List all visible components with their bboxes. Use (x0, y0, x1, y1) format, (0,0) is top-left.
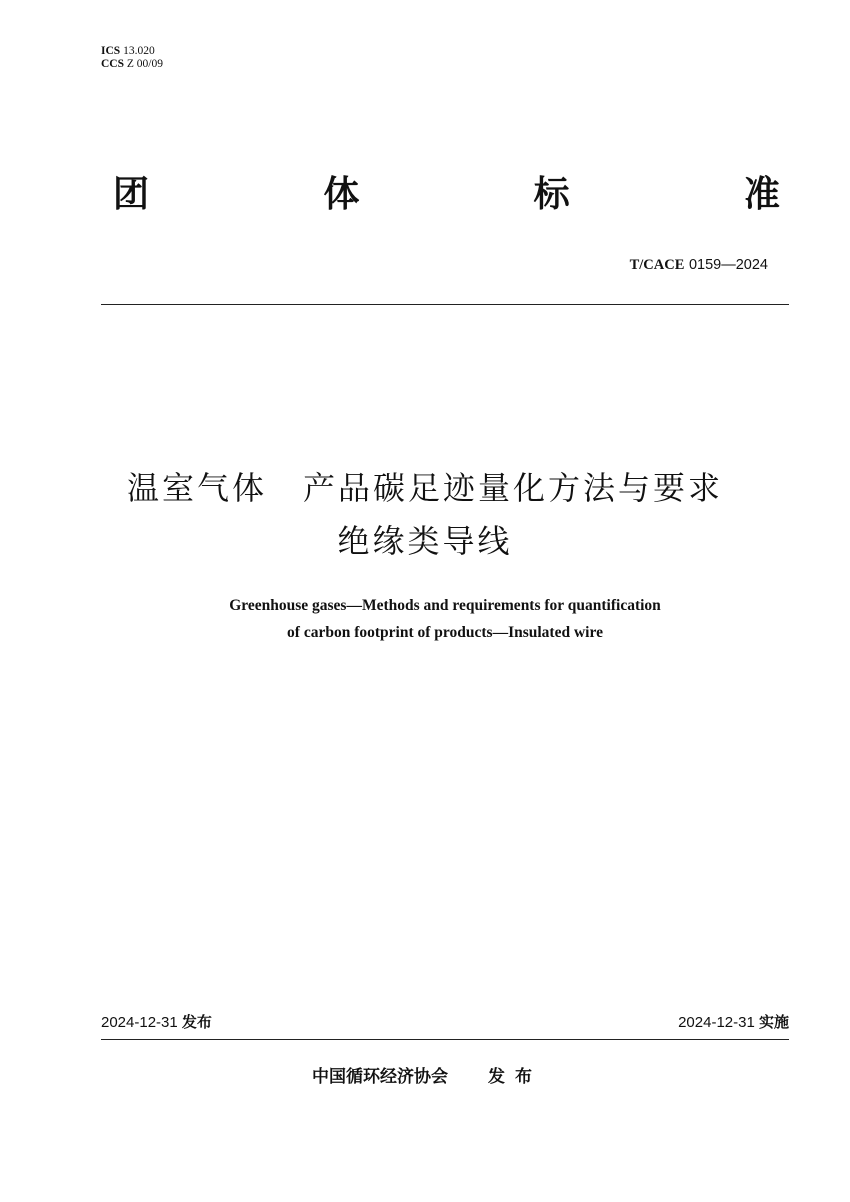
publisher-line (312, 1066, 542, 1088)
english-title-line-1: Greenhouse gases—Methods and requirements for quantification (229, 597, 661, 614)
standard-type-char: 体 (323, 174, 360, 215)
chinese-title-line-2: 绝缘类导线 (337, 522, 513, 560)
english-title-line-2: of carbon footprint of products—Insulated wire (287, 624, 603, 641)
standard-type-char: 准 (743, 174, 780, 215)
ics-code: ICS 13.020 (101, 45, 155, 57)
standard-number-prefix: T/CACE (629, 257, 685, 273)
chinese-title-topic: 温室气体 (126, 469, 267, 507)
publisher-organization: 中国循环经济协会 (312, 1067, 448, 1087)
chinese-title-subject: 产品碳足迹量化方法与要求 (303, 469, 724, 507)
publish-date-value: 2024-12-31 (101, 1014, 178, 1031)
publish-date (101, 1012, 212, 1033)
standard-type-char: 团 (113, 174, 150, 215)
top-divider (101, 304, 789, 305)
ccs-code: CCS Z 00/09 (101, 58, 163, 70)
publish-date-label: 发布 (181, 1013, 212, 1031)
implement-date-value: 2024-12-31 (678, 1014, 755, 1031)
standard-type-char: 标 (533, 174, 570, 215)
standard-number-code: 0159—2024 (688, 257, 768, 273)
standard-type-heading (113, 172, 780, 218)
bottom-divider (101, 1039, 789, 1040)
implement-date (678, 1012, 789, 1033)
implement-date-label: 实施 (758, 1013, 789, 1031)
publisher-action: 发布 (488, 1067, 542, 1087)
classification-codes (101, 45, 163, 71)
standard-number (630, 256, 768, 274)
chinese-title-line-1 (0, 461, 850, 515)
